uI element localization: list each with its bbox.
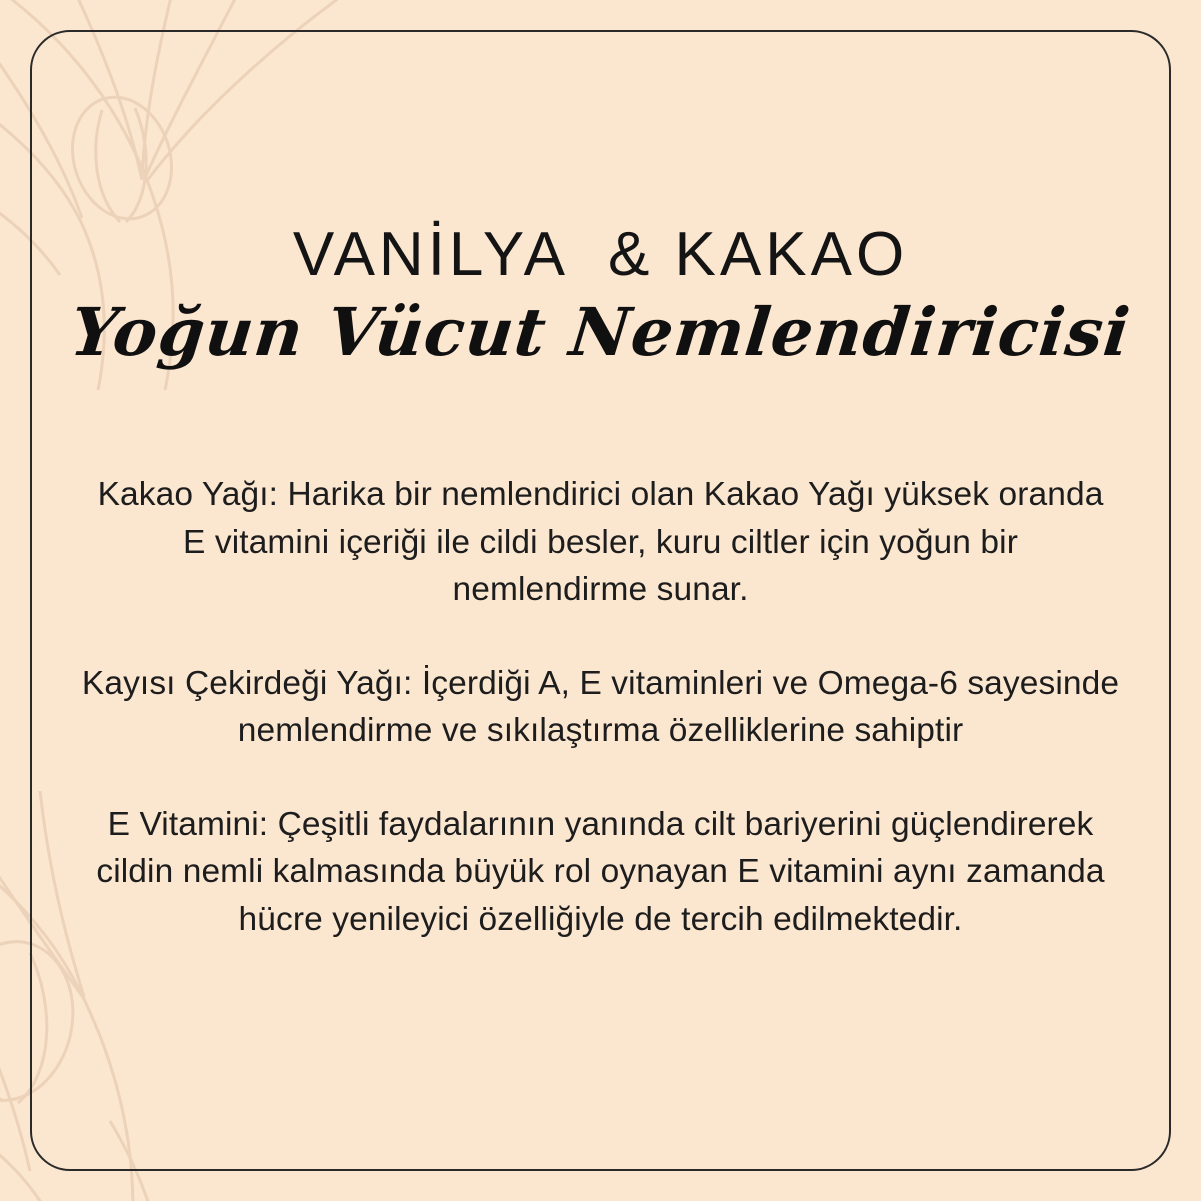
page-subtitle: Yoğun Vücut Nemlendiricisi [67, 293, 1135, 372]
ingredient-paragraph-e-vitamini: E Vitamini: Çeşitli faydalarının yanında cilt bariyerini güçlendirerek cildin nemli kalmasında büyük rol oynayan E vitamini aynı zamanda hücre yenileyici özelliğiyle de tercih edilmektedir. [96, 805, 1105, 938]
ingredient-paragraph-kayisi-cekirdegi-yagi: Kayısı Çekirdeği Yağı: İçerdiği A, E vitaminleri ve Omega-6 sayesinde nemlendirme ve sıkılaştırma özelliklerine sahiptir [81, 664, 1120, 750]
page-title: VANİLYA & KAKAO [292, 220, 909, 289]
ingredient-paragraph-kakao-yagi: Kakao Yağı: Harika bir nemlendirici olan Kakao Yağı yüksek oranda E vitamini içeriği ile cildi besler, kuru ciltler için yoğun bir nemlendirme sunar. [97, 475, 1104, 609]
ingredients-list [81, 471, 1120, 944]
